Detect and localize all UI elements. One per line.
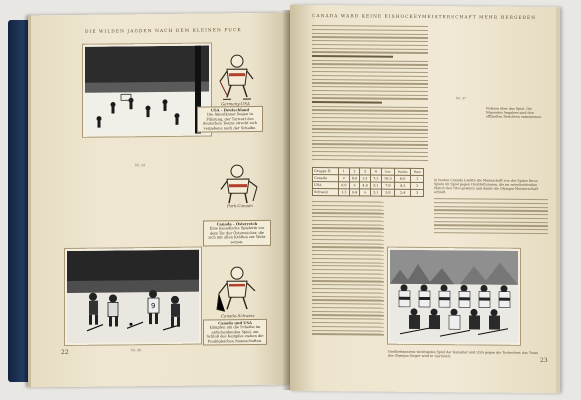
right-text-lines <box>434 198 548 237</box>
cartoon-skater-2-icon <box>219 161 259 207</box>
col-1: 1 <box>339 168 350 175</box>
caption-usa-deutschland <box>197 106 263 133</box>
left-page <box>28 13 290 388</box>
col-2: 2 <box>349 168 360 175</box>
upper-text-column <box>312 25 428 163</box>
cell: 7:9 <box>381 182 394 189</box>
cell: × <box>339 175 350 182</box>
side-note: Notizen über das Spiel. Die folgenden Angaben sind den offiziellen Berichten entnommen. <box>486 106 542 120</box>
col-4: 4 <box>370 168 381 175</box>
cartoon-3-signature: Canada-Schweiz <box>221 313 255 319</box>
photo-number-1: Nr. 34 <box>135 163 146 168</box>
photo-team-group <box>388 248 520 345</box>
cartoon-skater-3-icon <box>215 263 259 317</box>
col-platz: Platz <box>411 168 424 175</box>
cell: × <box>349 182 360 189</box>
cell: 3:1 <box>360 175 371 182</box>
left-page-number: 22 <box>61 348 69 357</box>
right-page-number: 23 <box>540 357 548 365</box>
caption-2-title: Canada – Österreich <box>216 221 258 227</box>
cell: 3 <box>411 189 424 196</box>
caption-1-title: USA – Deutschland <box>210 108 250 113</box>
caption-canada-oesterreich <box>203 220 271 247</box>
cell: 0:8 <box>339 182 350 189</box>
team-usa: USA <box>313 182 339 189</box>
col-3: 3 <box>360 168 371 175</box>
col-punkte: Punkte <box>395 168 411 175</box>
right-page <box>290 5 560 393</box>
cell: 7:2 <box>370 175 381 182</box>
team-canada: Canada <box>313 175 339 182</box>
cell: 3:1 <box>370 182 381 189</box>
team-photo-caption: Großbritanniens wichtigstes Spiel der Kanadier und USA gegen die Tschechen; das Team der Olympia-Sieger wird in Garmisch <box>388 349 538 359</box>
photo-canada-usa <box>65 248 201 345</box>
cartoon-1-signature: Germany-USA <box>221 101 250 107</box>
cell: 8:0 <box>349 175 360 182</box>
cell: 2:4 <box>395 189 411 196</box>
col-tore: Tore <box>381 168 394 175</box>
photo-number-4: Nr. 37 <box>456 96 467 101</box>
svg-text:9: 9 <box>151 302 156 311</box>
right-running-header: CANADA WARD KEINE EISHOCKEYMEISTERSCHAFT MEHR HERGEBEN <box>312 14 537 21</box>
photo-usa-deutschland <box>83 43 211 136</box>
cell: 1 <box>411 175 424 182</box>
cell: 4:0 <box>360 182 371 189</box>
table-row <box>313 189 424 197</box>
cell: 1:3 <box>339 189 350 196</box>
photo-team-group-image <box>390 250 518 343</box>
cell: × <box>360 189 371 196</box>
caption-3-title: Canada und USA <box>218 321 252 326</box>
cartoon-2-signature: Pork-Canada <box>227 203 253 209</box>
caption-canada-und-usa <box>203 319 267 346</box>
cell: 18:3 <box>381 175 394 182</box>
cell: 6:0 <box>395 175 411 182</box>
caption-1-body: Die Amerikaner liegen in Führung, der Torwart des deutschen Teams streckt sich vergebens nach der Scheibe. <box>203 112 257 131</box>
standings-table <box>312 167 424 197</box>
cell: 2:1 <box>370 189 381 196</box>
photo-number-3: Nr. 36 <box>131 348 142 353</box>
photo-canada-usa-image <box>67 250 199 343</box>
cartoon-skater-1-icon <box>217 51 255 105</box>
team-schweiz: Schweiz <box>313 189 339 196</box>
cell: 3:8 <box>381 189 394 196</box>
caption-3-body: kämpfen um die Scheibe im entscheidenden Spiel, am Schluß des Kampfes stehen die Punktgleichen Mannschaften. <box>206 325 264 344</box>
right-column-text: in besten Canada Lenkte die Mannschaft von der Spitze Ihres Spiels im Spiel gegen Großbritannien, die im entscheidenden Match den Titel gewann und damit die Olympia-Meisterschaft erhielt. <box>434 178 538 195</box>
photo-usa-deutschland-image <box>85 45 209 134</box>
cell: 2 <box>411 182 424 189</box>
caption-2-body: Eine kanadische Spielerin vor dem Tor der Österreicher, die sich mit allen Kräften zur Wehr setzen. <box>208 226 266 244</box>
cell: 4:2 <box>395 182 411 189</box>
cell: 0:4 <box>349 189 360 196</box>
left-running-header: DIE WILDEN JAGDEN NACH DEM KLEINEN PUCK <box>85 28 242 35</box>
lower-text-column <box>312 201 384 338</box>
standings-title: Gruppe B <box>313 168 339 175</box>
